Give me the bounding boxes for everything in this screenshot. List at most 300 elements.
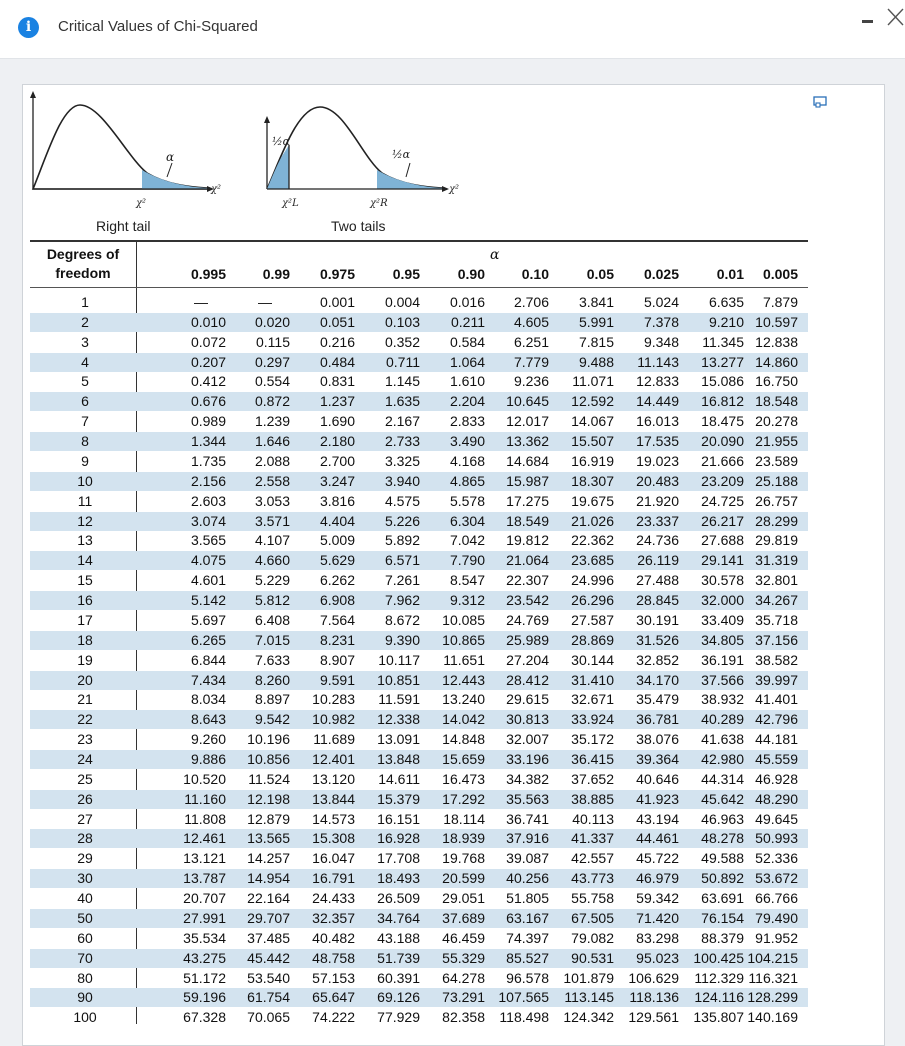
value-cell: 50.993	[755, 830, 798, 847]
info-icon[interactable]: i	[18, 17, 39, 38]
value-cell: 7.879	[762, 294, 798, 310]
value-cell: 76.154	[701, 909, 744, 926]
value-cell: 118.498	[499, 1009, 549, 1026]
value-cell: 10.085	[442, 611, 485, 628]
df-cell: 20	[77, 671, 93, 688]
value-cell: 0.831	[319, 373, 355, 390]
value-cell: 17.275	[506, 492, 549, 509]
value-cell: 0.554	[254, 373, 290, 390]
value-cell: 5.991	[578, 313, 614, 330]
value-cell: 20.707	[183, 890, 226, 907]
value-cell: 24.996	[571, 572, 614, 589]
value-cell: 7.015	[254, 631, 290, 648]
value-cell: 34.805	[701, 631, 744, 648]
value-cell: 64.278	[442, 969, 485, 986]
value-cell: 42.980	[701, 751, 744, 767]
value-cell: 5.229	[254, 572, 290, 589]
value-cell: 24.725	[701, 492, 744, 509]
value-cell: 11.071	[572, 373, 614, 390]
two-tails-figure	[264, 107, 459, 209]
value-cell: 9.886	[190, 751, 226, 767]
column-header: 0.95	[392, 266, 420, 282]
value-cell: 14.042	[442, 711, 485, 728]
table-row	[30, 988, 808, 1007]
value-cell: 70.065	[247, 1009, 290, 1026]
value-cell: 48.278	[701, 830, 744, 847]
value-cell: 2.088	[254, 452, 290, 469]
value-cell: 21.666	[701, 452, 744, 469]
value-cell: 1.064	[449, 353, 485, 370]
value-cell: 44.314	[701, 770, 744, 787]
value-cell: 5.142	[190, 592, 226, 609]
value-cell: 5.697	[190, 611, 226, 628]
value-cell: 8.260	[254, 671, 290, 688]
right-tail-figure	[30, 91, 221, 209]
value-cell: 12.592	[571, 393, 614, 410]
value-cell: 61.754	[247, 989, 290, 1006]
value-cell: 42.796	[755, 711, 798, 728]
value-cell: 34.267	[755, 592, 798, 609]
value-cell: 2.733	[384, 433, 420, 450]
value-cell: 11.524	[248, 770, 290, 787]
value-cell: 15.987	[506, 472, 549, 489]
df-cell: 40	[77, 890, 93, 907]
column-header: 0.005	[762, 266, 798, 282]
value-cell: 35.479	[636, 691, 679, 708]
value-cell: 12.443	[442, 671, 485, 688]
column-header: 0.05	[586, 266, 614, 282]
table-row	[30, 452, 808, 471]
value-cell: 7.042	[449, 532, 485, 549]
value-cell: 23.542	[506, 592, 549, 609]
value-cell: 6.251	[513, 333, 549, 350]
value-cell: 40.289	[701, 711, 744, 728]
value-cell: 0.352	[384, 333, 420, 350]
value-cell: 34.170	[636, 671, 679, 688]
df-cell: 25	[77, 770, 93, 787]
value-cell: 37.689	[442, 909, 485, 926]
chi2-right-label: χ²R	[370, 198, 388, 209]
value-cell: 39.997	[755, 671, 798, 688]
value-cell: 20.599	[442, 870, 485, 887]
value-cell: 14.860	[755, 353, 798, 370]
value-cell: 0.297	[254, 353, 290, 370]
value-cell: 39.364	[636, 751, 679, 767]
value-cell: 0.010	[190, 313, 226, 330]
value-cell: 15.659	[442, 751, 485, 767]
column-header: 0.975	[319, 266, 355, 282]
value-cell: 22.307	[506, 572, 549, 589]
value-cell: 18.114	[443, 810, 485, 827]
df-cell: 27	[77, 810, 93, 827]
distribution-figures	[22, 85, 482, 235]
table-row	[30, 412, 808, 431]
table-row	[30, 651, 808, 670]
value-cell: 29.615	[506, 691, 549, 708]
value-cell: 14.573	[312, 810, 355, 827]
df-cell: 23	[77, 731, 93, 748]
value-cell: 13.844	[312, 790, 355, 807]
value-cell: 4.404	[319, 512, 355, 529]
value-cell: 25.188	[755, 472, 798, 489]
value-cell: 48.758	[312, 949, 355, 966]
value-cell: 11.160	[184, 790, 226, 807]
value-cell: 4.865	[449, 472, 485, 489]
value-cell: 91.952	[755, 929, 798, 946]
value-cell: 8.231	[319, 631, 355, 648]
value-cell: 10.982	[312, 711, 355, 728]
value-cell: 7.790	[449, 552, 485, 569]
value-cell: 43.773	[571, 870, 614, 887]
value-cell: 36.741	[506, 810, 549, 827]
value-cell: 6.265	[190, 631, 226, 648]
value-cell: 37.156	[755, 631, 798, 648]
value-cell: 23.337	[636, 512, 679, 529]
value-cell: 4.075	[190, 552, 226, 569]
value-cell: 7.434	[190, 671, 226, 688]
value-cell: 10.283	[312, 691, 355, 708]
value-cell: 27.688	[701, 532, 744, 549]
value-cell: 1.735	[190, 452, 226, 469]
value-cell: 11.143	[637, 353, 679, 370]
table-row	[30, 372, 808, 391]
value-cell: 13.240	[442, 691, 485, 708]
value-cell: 51.805	[506, 890, 549, 907]
df-cell: 80	[77, 969, 93, 986]
value-cell: 124.116	[694, 989, 744, 1006]
value-cell: 53.540	[247, 969, 290, 986]
df-header-line-2: freedom	[55, 265, 111, 281]
value-cell: 118.136	[629, 989, 679, 1006]
value-cell: 128.299	[747, 989, 798, 1006]
value-cell: 10.117	[378, 651, 420, 668]
value-cell: 2.833	[449, 413, 485, 430]
value-cell: 26.509	[377, 890, 420, 907]
value-cell: 4.168	[449, 452, 485, 469]
value-cell: 8.034	[190, 691, 226, 708]
value-cell: 8.897	[254, 691, 290, 708]
value-cell: 4.601	[190, 572, 226, 589]
value-cell: 27.204	[506, 651, 549, 668]
value-cell: 17.535	[636, 433, 679, 450]
value-cell: 8.672	[384, 611, 420, 628]
value-cell: 6.844	[190, 651, 226, 668]
value-cell: 6.408	[254, 611, 290, 628]
value-cell: 35.534	[183, 929, 226, 946]
table-row	[30, 472, 808, 491]
value-cell: 0.711	[386, 353, 420, 370]
table-row	[30, 313, 808, 332]
value-cell: 1.690	[319, 413, 355, 430]
value-cell: 24.433	[312, 890, 355, 907]
value-cell: 37.566	[701, 671, 744, 688]
value-cell: 33.924	[571, 711, 614, 728]
value-cell: 0.989	[190, 413, 226, 430]
value-cell: 79.490	[755, 909, 798, 926]
value-cell: 23.209	[701, 472, 744, 489]
table-row	[30, 631, 808, 650]
value-cell: 44.461	[636, 830, 679, 847]
value-cell: 16.013	[636, 413, 679, 430]
value-cell: 10.196	[247, 731, 290, 748]
df-cell: 2	[81, 313, 89, 330]
table-row	[30, 591, 808, 610]
value-cell: 13.565	[247, 830, 290, 847]
value-cell: 24.736	[636, 532, 679, 549]
value-cell: 59.196	[183, 989, 226, 1006]
value-cell: 8.547	[449, 572, 485, 589]
value-cell: 31.319	[755, 552, 798, 569]
value-cell: 0.001	[319, 294, 355, 310]
table-row	[30, 710, 808, 729]
df-cell: 8	[81, 433, 89, 450]
value-cell: 30.144	[571, 651, 614, 668]
close-icon[interactable]	[884, 6, 905, 28]
value-cell: 4.575	[384, 492, 420, 509]
value-cell: 1.344	[190, 433, 226, 450]
table-row	[30, 929, 808, 948]
value-cell: 14.848	[442, 731, 485, 748]
table-row	[30, 392, 808, 411]
value-cell: 38.582	[755, 651, 798, 668]
value-cell: 9.488	[578, 353, 614, 370]
value-cell: 13.362	[506, 433, 549, 450]
value-cell: 11.591	[378, 691, 420, 708]
value-cell: 0.872	[254, 393, 290, 410]
value-cell: 4.660	[254, 552, 290, 569]
value-cell: 2.156	[190, 472, 226, 489]
value-cell: 12.338	[377, 711, 420, 728]
value-cell: 11.808	[184, 810, 226, 827]
df-cell: 70	[77, 949, 93, 966]
value-cell: 0.412	[190, 373, 226, 390]
value-cell: 3.816	[319, 492, 355, 509]
value-cell: 18.475	[701, 413, 744, 430]
value-cell: 41.638	[701, 731, 744, 748]
value-cell: 39.087	[506, 850, 549, 867]
value-cell: 31.526	[636, 631, 679, 648]
df-cell: 16	[77, 592, 93, 609]
value-cell: 9.312	[449, 592, 485, 609]
value-cell: 16.047	[312, 850, 355, 867]
value-cell: 9.390	[384, 631, 420, 648]
df-cell: 60	[77, 929, 93, 946]
value-cell: 12.838	[755, 333, 798, 350]
value-cell: 1.610	[449, 373, 485, 390]
column-header: 0.01	[716, 266, 744, 282]
value-cell: 10.851	[377, 671, 420, 688]
value-cell: 22.164	[247, 890, 290, 907]
value-cell: 53.672	[755, 870, 798, 887]
value-cell: 18.549	[506, 512, 549, 529]
right-tail-caption: Right tail	[96, 218, 151, 234]
value-cell: 29.707	[247, 909, 290, 926]
value-cell: 0.115	[256, 333, 290, 350]
chi2-label: χ²	[136, 198, 147, 209]
value-cell: 44.181	[755, 731, 798, 748]
value-cell: 8.907	[319, 651, 355, 668]
value-cell: 2.167	[384, 413, 420, 430]
chi2-axis-label: χ²	[211, 184, 222, 195]
value-cell: 1.646	[254, 433, 290, 450]
value-cell: 45.442	[247, 949, 290, 966]
df-cell: 21	[77, 691, 93, 708]
value-cell: 9.210	[708, 313, 744, 330]
table-top-rule	[30, 240, 808, 242]
value-cell: 16.812	[701, 393, 744, 410]
popout-icon[interactable]	[813, 96, 827, 108]
table-row	[30, 293, 808, 312]
value-cell: 11.345	[702, 333, 744, 350]
value-cell: 95.023	[636, 949, 679, 966]
df-cell: 28	[77, 830, 93, 847]
value-cell: 15.507	[571, 433, 614, 450]
value-cell: 48.290	[755, 790, 798, 807]
table-row	[30, 333, 808, 352]
df-cell: 1	[81, 294, 89, 310]
value-cell: 18.939	[442, 830, 485, 847]
value-cell: 32.007	[506, 731, 549, 748]
value-cell: 21.026	[571, 512, 614, 529]
value-cell: 67.505	[571, 909, 614, 926]
value-cell: 13.277	[701, 353, 744, 370]
value-cell: 3.940	[384, 472, 420, 489]
df-cell: 18	[77, 631, 93, 648]
value-cell: 30.578	[701, 572, 744, 589]
value-cell: 69.126	[377, 989, 420, 1006]
value-cell: 16.473	[442, 770, 485, 787]
df-cell: 29	[77, 850, 93, 867]
table-row	[30, 949, 808, 968]
df-cell: 30	[77, 870, 93, 887]
value-cell: 38.885	[571, 790, 614, 807]
value-cell: 2.700	[319, 452, 355, 469]
value-cell: 12.879	[247, 810, 290, 827]
table-row	[30, 969, 808, 988]
value-cell: 20.090	[701, 433, 744, 450]
value-cell: 26.119	[637, 552, 679, 569]
minimize-icon[interactable]	[862, 20, 873, 23]
value-cell: 1.145	[384, 373, 420, 390]
value-cell: 0.216	[319, 333, 355, 350]
value-cell: 19.023	[636, 452, 679, 469]
table-row	[30, 730, 808, 749]
value-cell: 6.908	[319, 592, 355, 609]
df-cell: 26	[77, 790, 93, 807]
value-cell: 10.597	[755, 313, 798, 330]
value-cell: 116.321	[748, 969, 798, 986]
value-cell: 101.879	[563, 969, 614, 986]
value-cell: 40.646	[636, 770, 679, 787]
value-cell: 45.722	[636, 850, 679, 867]
value-cell: 5.812	[254, 592, 290, 609]
table-row	[30, 492, 808, 511]
value-cell: 13.848	[377, 751, 420, 767]
value-cell: 83.298	[636, 929, 679, 946]
value-cell: 112.329	[694, 969, 744, 986]
value-cell: 0.051	[319, 313, 355, 330]
value-cell: 23.685	[571, 552, 614, 569]
value-cell: 3.247	[319, 472, 355, 489]
value-cell: 14.684	[506, 452, 549, 469]
value-cell: 106.629	[628, 969, 679, 986]
value-cell: 29.819	[755, 532, 798, 549]
value-cell: —	[194, 294, 208, 310]
value-cell: 5.578	[449, 492, 485, 509]
table-row	[30, 690, 808, 709]
value-cell: 18.493	[377, 870, 420, 887]
value-cell: 15.308	[312, 830, 355, 847]
value-cell: 0.207	[190, 353, 226, 370]
value-cell: 60.391	[377, 969, 420, 986]
value-cell: 6.571	[384, 552, 420, 569]
value-cell: 20.483	[636, 472, 679, 489]
value-cell: 3.490	[449, 433, 485, 450]
value-cell: 74.397	[506, 929, 549, 946]
value-cell: 46.963	[701, 810, 744, 827]
value-cell: 107.565	[498, 989, 549, 1006]
value-cell: 37.652	[571, 770, 614, 787]
value-cell: 33.409	[701, 611, 744, 628]
value-cell: 21.920	[636, 492, 679, 509]
value-cell: 30.191	[636, 611, 679, 628]
value-cell: 10.865	[442, 631, 485, 648]
value-cell: 5.024	[643, 294, 679, 310]
value-cell: 19.812	[506, 532, 549, 549]
value-cell: 34.382	[506, 770, 549, 787]
value-cell: 46.928	[755, 770, 798, 787]
value-cell: 21.955	[755, 433, 798, 450]
value-cell: 57.153	[312, 969, 355, 986]
value-cell: 46.459	[442, 929, 485, 946]
table-row	[30, 909, 808, 928]
value-cell: 6.635	[708, 294, 744, 310]
value-cell: 52.336	[755, 850, 798, 867]
value-cell: 49.588	[701, 850, 744, 867]
value-cell: 18.548	[755, 393, 798, 410]
value-cell: 59.342	[636, 890, 679, 907]
value-cell: 67.328	[183, 1009, 226, 1026]
value-cell: 50.892	[701, 870, 744, 887]
value-cell: —	[258, 294, 272, 310]
value-cell: 17.292	[442, 790, 485, 807]
value-cell: 31.410	[571, 671, 614, 688]
df-header	[34, 245, 132, 283]
value-cell: 37.916	[506, 830, 549, 847]
value-cell: 28.845	[636, 592, 679, 609]
value-cell: 0.484	[319, 353, 355, 370]
value-cell: 9.348	[643, 333, 679, 350]
column-header: 0.995	[190, 266, 226, 282]
df-cell: 5	[81, 373, 89, 390]
value-cell: 35.718	[755, 611, 798, 628]
value-cell: 30.813	[506, 711, 549, 728]
value-cell: 2.204	[449, 393, 485, 410]
value-cell: 7.378	[643, 313, 679, 330]
df-cell: 12	[77, 512, 93, 529]
value-cell: 63.167	[506, 909, 549, 926]
value-cell: 63.691	[701, 890, 744, 907]
df-cell: 3	[81, 333, 89, 350]
value-cell: 12.017	[506, 413, 549, 430]
df-cell: 100	[73, 1009, 97, 1026]
df-cell: 7	[81, 413, 89, 430]
value-cell: 2.603	[190, 492, 226, 509]
value-cell: 12.401	[312, 751, 355, 767]
value-cell: 26.757	[755, 492, 798, 509]
window-title: Critical Values of Chi-Squared	[58, 18, 258, 35]
value-cell: 14.257	[247, 850, 290, 867]
